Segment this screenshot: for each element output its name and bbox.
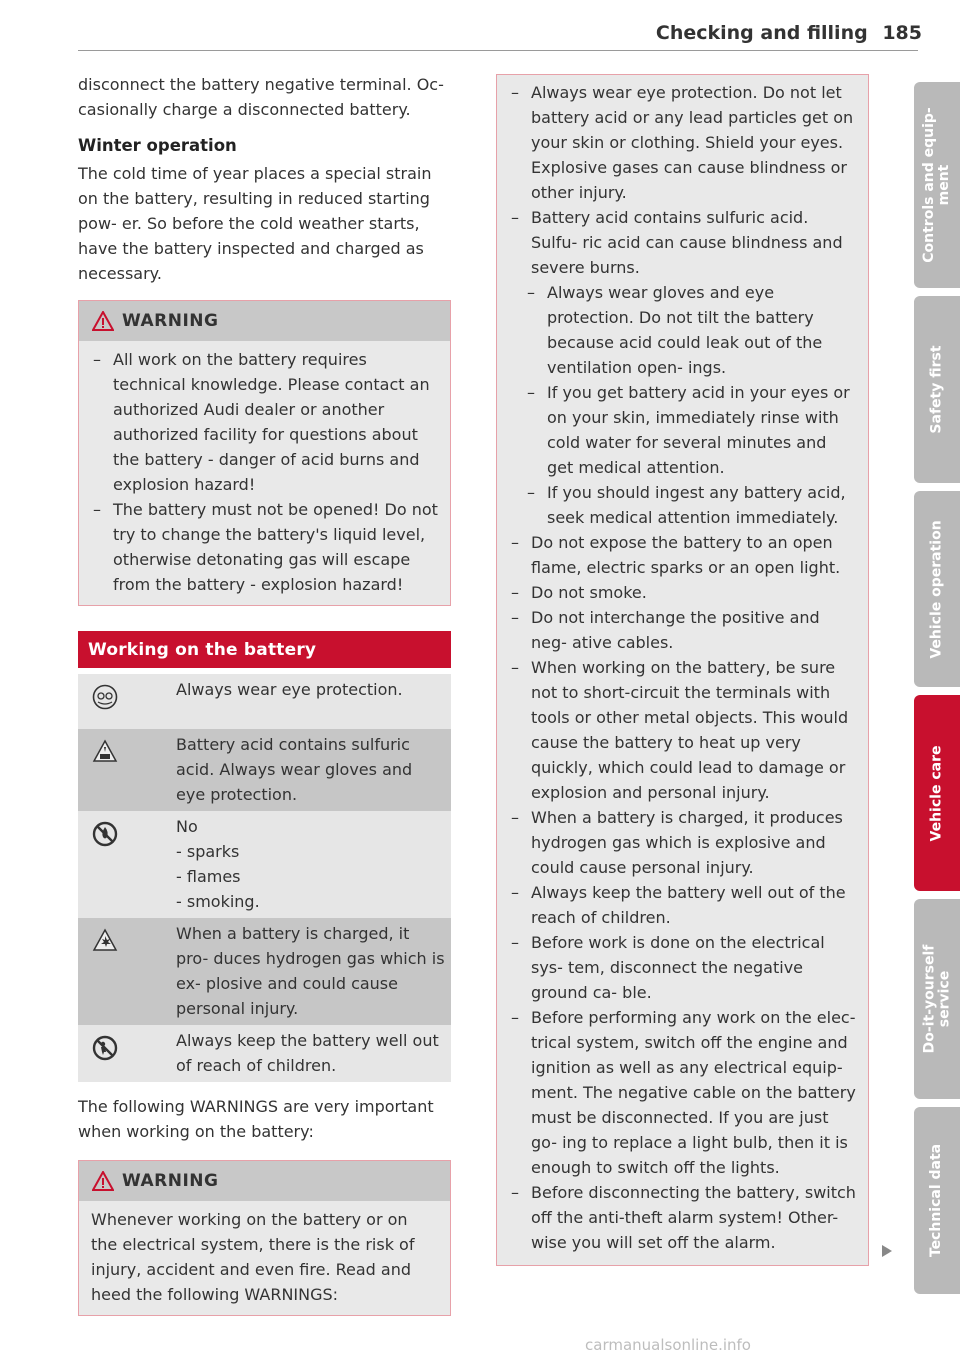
warning-body [79,341,450,605]
tab-technical-data[interactable]: Technical data [914,1107,960,1294]
header-rule [78,50,918,51]
warning-title: WARNING [122,1171,219,1191]
warning-subitem: – If you get battery acid in your eyes or on your skin, immediately rinse with cold water for several minutes and get medical attention. [525,380,856,480]
warning-subitem: – If you should ingest any battery acid, seek medical attention immediately. [525,480,856,530]
warning-item: – The battery must not be opened! Do not try to change the battery's liquid level, otherwise detonating gas will escape from the battery - explosion hazard! [91,497,438,597]
symbol-row [78,811,451,918]
tab-safety-first[interactable]: Safety first [914,296,960,483]
keep-away-children-icon [92,1035,118,1061]
battery-acid-icon [92,739,118,763]
warning-triangle-icon [92,311,114,331]
warning-item: – Do not expose the battery to an open flame, electric sparks or an open light. [509,530,856,580]
warning-item: – Battery acid contains sulfuric acid. Sulfu- ric acid can cause blindness and severe burns. [509,205,856,280]
page-number: 185 [882,22,922,44]
warnings-intro: The following WARNINGS are very important when working on the battery: [78,1097,434,1141]
warning-item: – Before work is done on the electrical sys- tem, disconnect the negative ground ca- ble. [509,930,856,1005]
warning-item: – Do not interchange the positive and neg- ative cables. [509,605,856,655]
symbol-text: Always wear eye protection. [176,680,403,699]
tab-vehicle-care[interactable]: Vehicle care [914,695,960,891]
warning-subitem: – Always wear gloves and eye protection. Do not tilt the battery because acid could leak out of the ventilation open- ings. [525,280,856,380]
warning-item: – Always wear eye protection. Do not let battery acid or any lead particles get on your skin or clothing. Shield your eyes. Explosive gases can cause blindness or other injury. [509,80,856,205]
intro-paragraph: disconnect the battery negative terminal. Oc- casionally charge a disconnected battery. [78,75,444,119]
symbol-row [78,729,451,811]
eye-protection-icon [92,684,118,710]
symbol-text: When a battery is charged, it pro- duces hydrogen gas which is ex- plosive and could cause personal injury. [176,924,445,1018]
left-column [78,72,451,1316]
symbol-row [78,674,451,729]
warning-item: – When a battery is charged, it produces hydrogen gas which is explosive and could cause personal injury. [509,805,856,880]
warning-text: Whenever working on the battery or on the electrical system, there is the risk of injury, accident and even fire. Read and heed the following WARNINGS: [91,1210,415,1304]
symbol-text: No - sparks - flames - smoking. [176,817,260,911]
warning-triangle-icon [92,1171,114,1191]
winter-heading: Winter operation [78,136,237,155]
winter-paragraph: The cold time of year places a special strain on the battery, resulting in reduced starting pow- er. So before the cold weather starts, have the battery inspected and charged as necessary. [78,164,432,283]
right-column [496,74,869,1266]
section-heading: Working on the battery [78,631,451,668]
warning-continuation-box [496,74,869,1266]
symbol-text: Battery acid contains sulfuric acid. Always wear gloves and eye protection. [176,735,413,804]
page-header [656,22,922,44]
warning-item: – Before disconnecting the battery, switch off the anti-theft alarm system! Other- wise you will set off the alarm. [509,1180,856,1255]
warning-item: – All work on the battery requires technical knowledge. Please contact an authorized Audi dealer or another authorized facility for questions about the battery - danger of acid burns and explosion hazard! [91,347,438,497]
symbol-text: Always keep the battery well out of reach of children. [176,1031,439,1075]
tab-controls-and-equipment[interactable]: Controls and equip- ment [914,82,960,288]
explosive-gas-icon [92,928,118,952]
symbol-table [78,674,451,1082]
warning-header [79,1161,450,1201]
warning-body [79,1201,450,1315]
warning-item: – Before performing any work on the elec- trical system, switch off the engine and ignition as well as any electrical equip- ment. The negative cable on the battery must be disconnected. If you are just go- ing to replace a light bulb, then it is enough to switch off the lights. [509,1005,856,1180]
tab-vehicle-operation[interactable]: Vehicle operation [914,491,960,687]
continue-arrow-icon [881,1244,893,1258]
warning-box-2 [78,1160,451,1316]
tab-do-it-yourself-service[interactable]: Do-it-yourself service [914,899,960,1099]
warning-item: – Do not smoke. [509,580,856,605]
section-title: Checking and filling [655,22,868,44]
warning-header [79,301,450,341]
warning-box-1 [78,300,451,606]
symbol-row [78,918,451,1025]
warning-item: – Always keep the battery well out of the reach of children. [509,880,856,930]
warning-title: WARNING [122,311,219,331]
warning-item: – When working on the battery, be sure not to short-circuit the terminals with tools or other metal objects. This would cause the battery to heat up very quickly, which could lead to damage or explosion and personal injury. [509,655,856,805]
watermark: carmanualsonline.info [585,1336,751,1354]
symbol-row [78,1025,451,1082]
no-fire-icon [92,821,118,847]
